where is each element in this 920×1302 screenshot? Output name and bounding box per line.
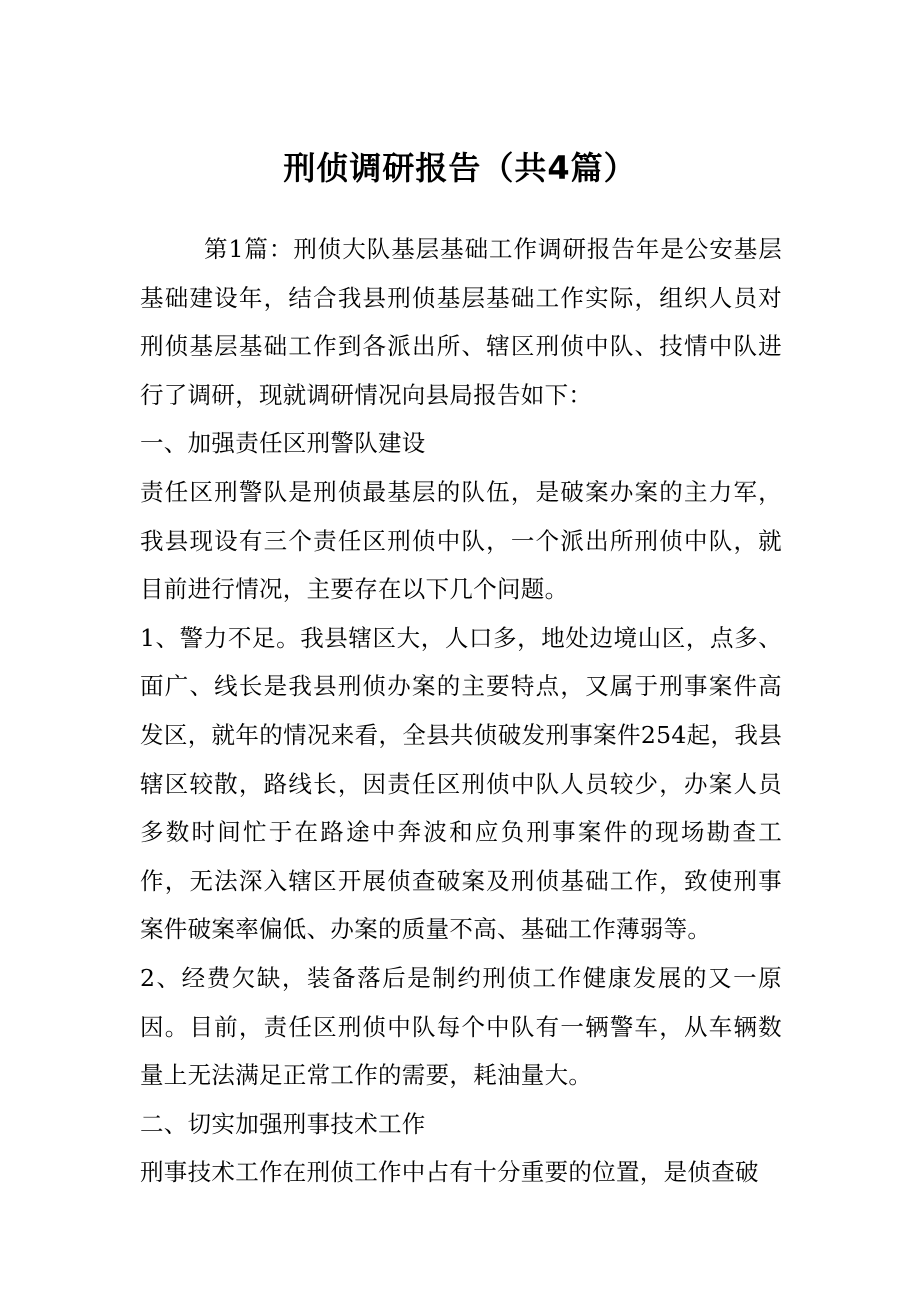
paragraph-2: 责任区刑警队是刑侦最基层的队伍，是破案办案的主力军，我县现设有三个责任区刑侦中队，一个派出所刑侦中队，就目前进行情况，主要存在以下几个问题。 xyxy=(140,477,782,604)
section-heading-2: 二、切实加强刑事技术工作 xyxy=(140,1109,426,1138)
paragraph-1: 第1篇：刑侦大队基层基础工作调研报告年是公安基层基础建设年，结合我县刑侦基层基础工作实际，组织人员对刑侦基层基础工作到各派出所、辖区刑侦中队、技情中队进行了调研，现就调研情况向县局报告如下： xyxy=(140,235,782,409)
document-title: 刑侦调研报告（共4篇） xyxy=(283,149,637,187)
paragraph-5: 刑事技术工作在刑侦工作中占有十分重要的位置，是侦查破 xyxy=(140,1158,759,1187)
paragraph-3: 1、警力不足。我县辖区大，人口多，地处边境山区，点多、面广、线长是我县刑侦办案的主要特点，又属于刑事案件高发区，就年的情况来看，全县共侦破发刑事案件254起，我县辖区较散，路线长，因责任区刑侦中队人员较少，办案人员多数时间忙于在路途中奔波和应负刑事案件的现场勘查工作，无法深入辖区开展侦查破案及刑侦基础工作，致使刑事案件破案率偏低、办案的质量不高、基础工作薄弱等。 xyxy=(140,623,782,944)
section-heading-1: 一、加强责任区刑警队建设 xyxy=(140,429,426,458)
document-body xyxy=(140,225,782,1197)
paragraph-4: 2、经费欠缺，装备落后是制约刑侦工作健康发展的又一原因。目前，责任区刑侦中队每个中队有一辆警车，从车辆数量上无法满足正常工作的需要，耗油量大。 xyxy=(140,963,782,1090)
